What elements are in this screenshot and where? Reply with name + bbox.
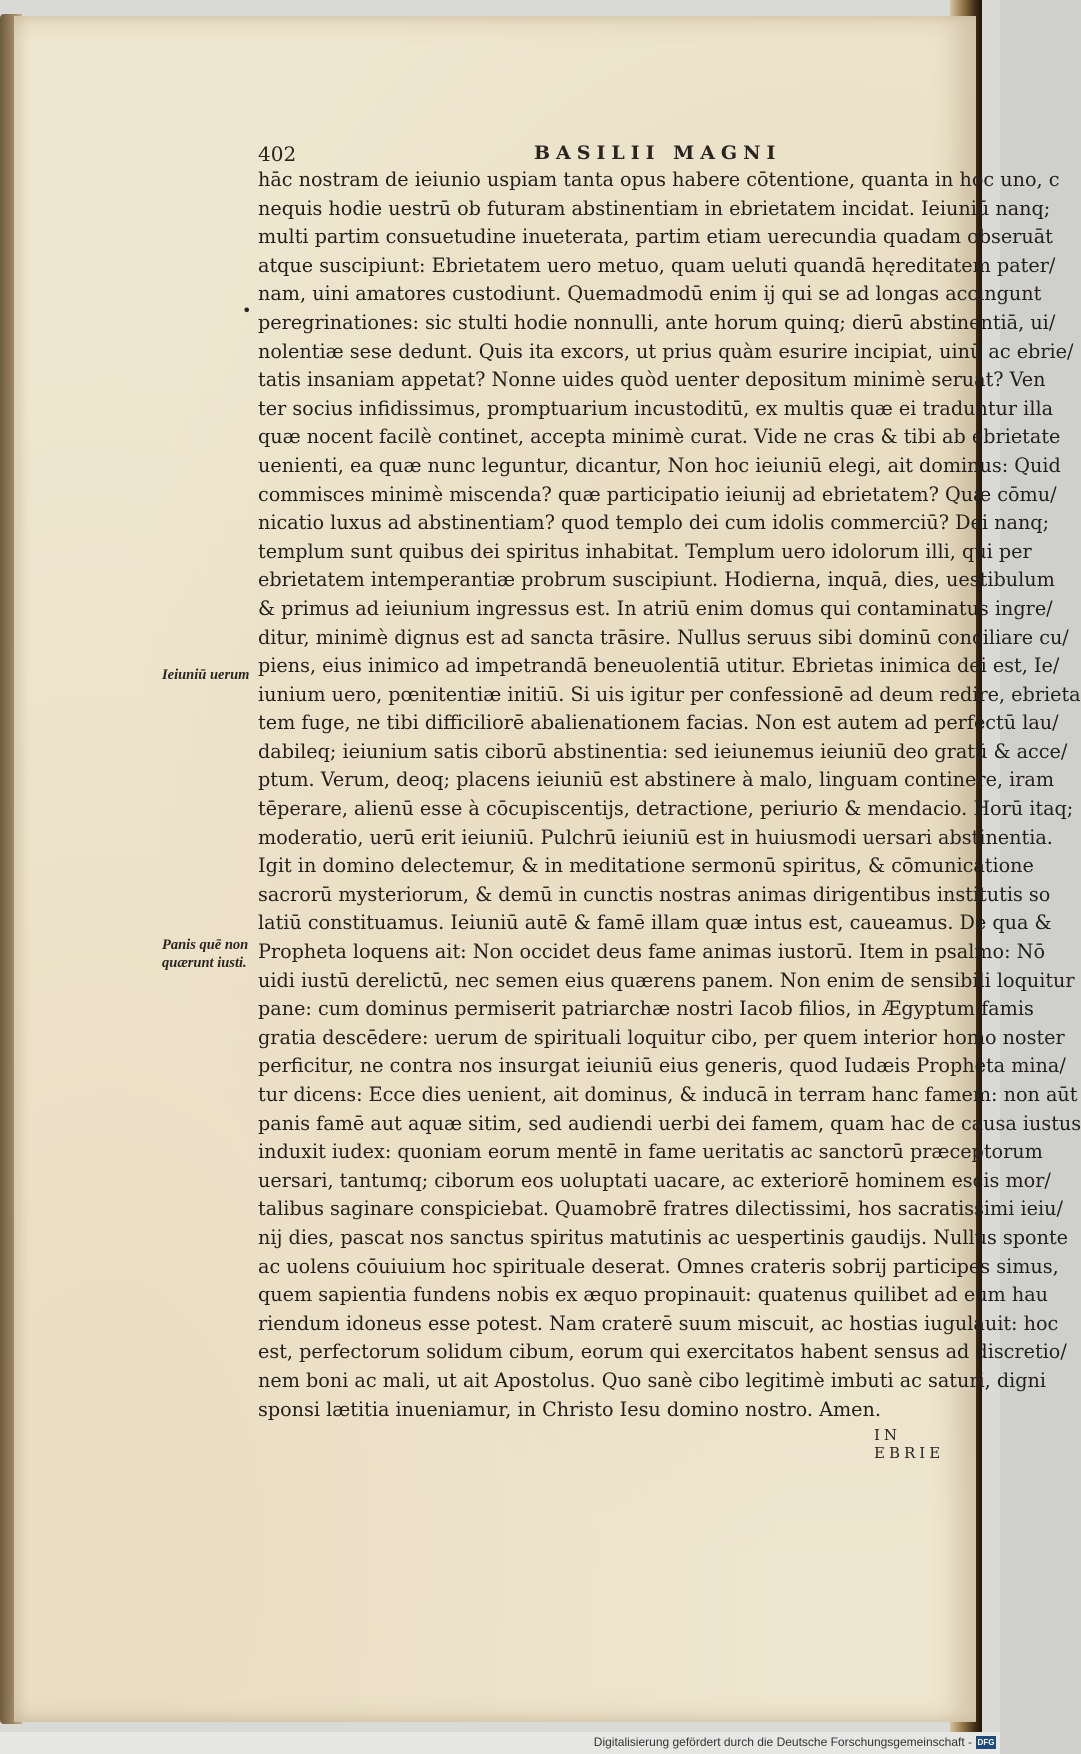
text-line: uidi iustū derelictū, nec semen eius quærens panem. Non enim de sensibili loquitur xyxy=(258,968,1075,992)
margin-note: Panis quē non quærunt iusti. xyxy=(162,937,249,971)
text-line: nequis hodie uestrū ob futuram abstinentiam in ebrietatem incidat. Ieiuniū nanq; xyxy=(258,196,1051,220)
page-number: 402 xyxy=(258,142,297,166)
text-line: hāc nostram de ieiunio uspiam tanta opus habere cōtentione, quanta in hoc uno, c xyxy=(258,168,1060,191)
dfg-logo: DFG xyxy=(977,1738,995,1747)
text-line: sacrorū mysteriorum, & demū in cunctis nostras animas dirigentibus institutis so xyxy=(258,882,1051,906)
text-line: est, perfectorum solidum cibum, eorum qui exercitatos habent sensus ad discretio/ xyxy=(258,1340,1067,1364)
text-line: uersari, tantumq; ciborum eos uoluptati uacare, ac exteriorē hominem escis mor/ xyxy=(258,1168,1051,1192)
text-line: ter socius infidissimus, promptuarium incustoditū, ex multis quæ ei traduntur illa xyxy=(258,396,1054,420)
text-line: templum sunt quibus dei spiritus inhabitat. Templum uero idolorum illi, qui per xyxy=(258,539,1032,563)
text-line: & primus ad ieiunium ingressus est. In atriū enim domus qui contaminatus ingre/ xyxy=(258,596,1053,620)
catchword: IN EBRIE xyxy=(874,1426,945,1462)
text-line: tur dicens: Ecce dies uenient, ait dominus, & inducā in terram hanc famem: non aūt xyxy=(258,1083,1078,1106)
text-line: sponsi lætitia inueniamur, in Christo Iesu domino nostro. Amen. xyxy=(258,1397,881,1421)
text-line: ditur, minimè dignus est ad sancta trāsire. Nullus seruus sibi dominū conciliare cu/ xyxy=(258,625,1069,649)
text-line: multi partim consuetudine inueterata, partim etiam uerecundia quadam obseruāt xyxy=(258,225,1053,249)
text-line: quem sapientia fundens nobis ex æquo propinauit: quatenus quilibet ad eum hau xyxy=(258,1283,1049,1307)
text-line: ac uolens cōuiuium hoc spirituale deserat. Omnes crateris sobrij participes simus, xyxy=(258,1254,1059,1278)
text-line: peregrinationes: sic stulti hodie nonnulli, ante horum quinq; dierū abstinentiā, ui/ xyxy=(258,310,1056,334)
book-page xyxy=(14,16,1081,1722)
margin-note: Ieiuniū uerum xyxy=(162,667,250,683)
text-line: dabileq; ieiunium satis ciborū abstinentia: sed ieiunemus ieiuniū deo gratū & acce/ xyxy=(258,739,1068,763)
text-line: Igit in domino delectemur, & in meditatione sermonū spiritus, & cōmunicatione xyxy=(258,854,1034,878)
text-line: nicatio luxus ad abstinentiam? quod templo dei cum idolis commerciū? Dei nanq; xyxy=(258,511,1050,535)
text-line: ebrietatem intemperantiæ probrum suscipiunt. Hodierna, inquā, dies, uestibulum xyxy=(258,568,1055,592)
text-line: ptum. Verum, deoq; placens ieiuniū est abstinere à malo, linguam continere, iram xyxy=(258,768,1055,792)
margin-bullet-icon: • xyxy=(242,301,252,320)
text-line: pane: cum dominus permiserit patriarchæ nostri Iacob filios, in Ægyptum famis xyxy=(258,997,1034,1021)
text-line: nolentiæ sese dedunt. Quis ita excors, ut prius quàm esurire incipiat, uinū ac ebrie/ xyxy=(258,339,1074,363)
text-line: commisces minimè miscenda? quæ participatio ieiunij ad ebrietatem? Quæ cōmu/ xyxy=(258,482,1057,506)
body-text xyxy=(258,166,1081,1424)
text-line: talibus saginare conspiciebat. Quamobrē fratres dilectissimi, hos sacratissimi ieiu/ xyxy=(258,1197,1063,1221)
text-line: Propheta loquens ait: Non occidet deus fame animas iustorū. Item in psalmo: Nō xyxy=(258,940,1046,964)
text-line: piens, eius inimico ad impetrandā beneuolentiā utitur. Ebrietas inimica dei est, Ie/ xyxy=(258,654,1060,678)
text-line: riendum idoneus esse potest. Nam craterē suum miscuit, ac hostias iugulauit: hoc xyxy=(258,1311,1059,1335)
text-line: iunium uero, pœnitentiæ initiū. Si uis igitur per confessionē ad deum redire, ebrieta xyxy=(258,682,1081,706)
text-line: nij dies, pascat nos sanctus spiritus matutinis ac uespertinis gaudijs. Nullus sponte xyxy=(258,1225,1069,1249)
text-line: induxit iudex: quoniam eorum mentē in fame ueritatis ac sanctorū præceptorum xyxy=(258,1140,1043,1164)
text-line: gratia descēdere: uerum de spirituali loquitur cibo, per quem interior homo noster xyxy=(258,1025,1065,1049)
text-line: tēperare, alienū esse à cōcupiscentijs, detractione, periurio & mendacio. Horū itaq; xyxy=(258,797,1074,821)
text-line: nem boni ac mali, ut ait Apostolus. Quo sanè cibo legitimè imbuti ac saturi, digni xyxy=(258,1368,1047,1392)
text-line: atque suscipiunt: Ebrietatem uero metuo, quam ueluti quandā hęreditatem pater/ xyxy=(258,253,1056,277)
text-line: latiū constituamus. Ieiuniū autē & famē illam quæ intus est, caueamus. De qua & xyxy=(258,911,1052,935)
text-line: tem fuge, ne tibi difficiliorē abalienationem facias. Non est autem ad perfectū lau/ xyxy=(258,711,1059,735)
text-line: perficitur, ne contra nos insurgat ieiuniū eius generis, quod Iudæis Propheta mina/ xyxy=(258,1054,1066,1078)
text-line: quæ nocent facilè continet, accepta minimè curat. Vide ne cras & tibi ab ebrietate xyxy=(258,425,1061,449)
text-line: panis famē aut aquæ sitim, sed audiendi uerbi dei famem, quam hac de causa iustus xyxy=(258,1111,1081,1135)
text-line: tatis insaniam appetat? Nonne uides quòd uenter depositum minimè seruat? Ven xyxy=(258,368,1046,392)
text-line: nam, uini amatores custodiunt. Quemadmodū enim ij qui se ad longas accingunt xyxy=(258,282,1042,306)
funding-notice: Digitalisierung gefördert durch die Deutsche Forschungsgemeinschaft - xyxy=(593,1735,972,1749)
text-line: uenienti, ea quæ nunc leguntur, dicantur, Non hoc ieiuniū elegi, ait dominus: Quid xyxy=(258,453,1061,477)
footer-bar xyxy=(0,1732,1000,1754)
running-title: BASILII MAGNI xyxy=(534,142,782,164)
text-line: moderatio, uerū erit ieiuniū. Pulchrū ieiuniū est in huiusmodi uersari abstinentia. xyxy=(258,825,1053,849)
